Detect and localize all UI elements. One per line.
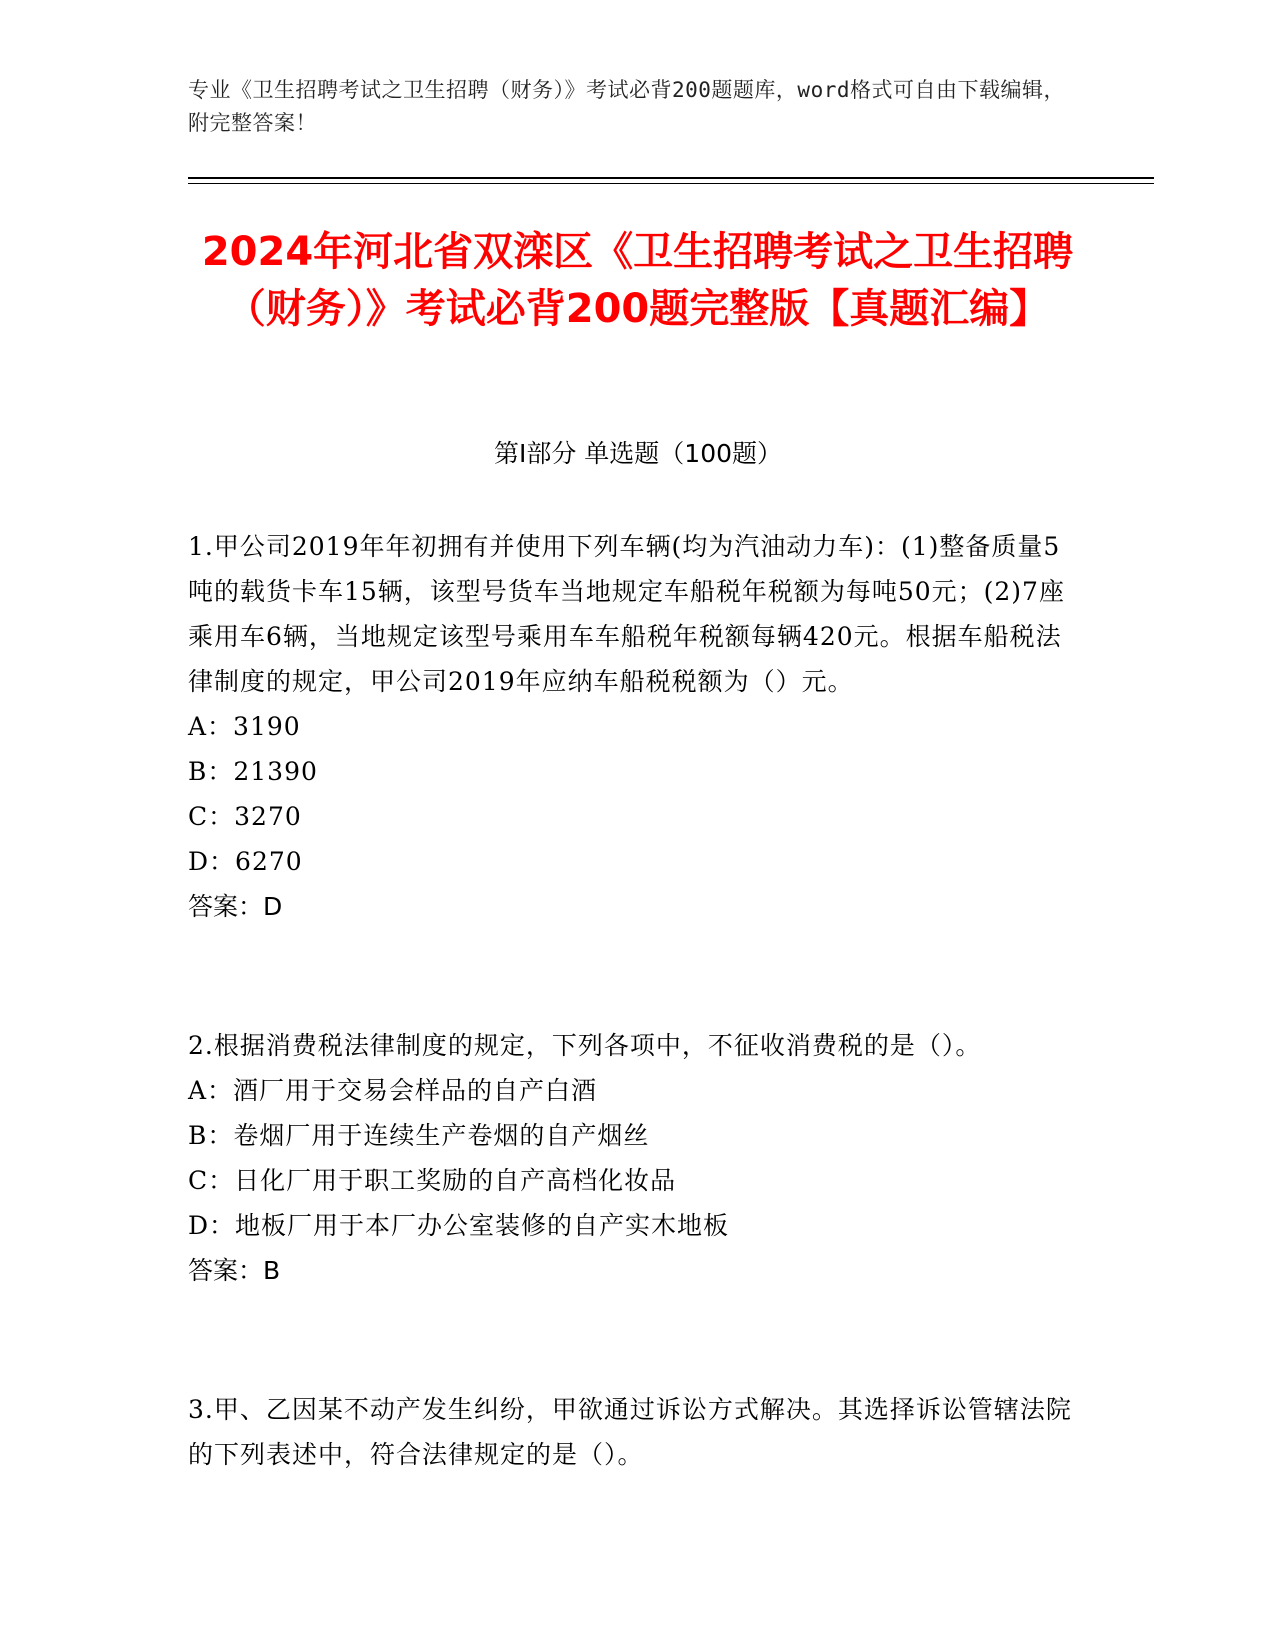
option-d: D：地板厂用于本厂办公室装修的自产实木地板 (188, 1211, 730, 1240)
option-c: C：3270 (188, 802, 302, 831)
option-a: A：3190 (188, 712, 301, 741)
section-title: 第Ⅰ部分 单选题（100题） (493, 439, 783, 468)
option-b: B：卷烟厂用于连续生产卷烟的自产烟丝 (188, 1121, 650, 1150)
question-stem: 1.甲公司2019年年初拥有并使用下列车辆(均为汽油动力车)：(1)整备质量5吨的载货卡车15辆，该型号货车当地规定车船税年税额为每吨50元；(2)7座乘用车6辆，当地规定该型号乘用车车船税年税额每辆420元。根据车船税法律制度的规定，甲公司2019年应纳车船税税额为（）元。 (188, 532, 1065, 696)
question-3 (188, 1387, 1078, 1477)
option-d: D：6270 (188, 847, 303, 876)
question-stem: 3.甲、乙因某不动产发生纠纷，甲欲通过诉讼方式解决。其选择诉讼管辖法院的下列表述中，符合法律规定的是（）。 (188, 1395, 1072, 1469)
option-b: B：21390 (188, 757, 318, 786)
question-2 (188, 1023, 1078, 1293)
answer: 答案：D (188, 892, 283, 921)
document-title: 2024年河北省双滦区《卫生招聘考试之卫生招聘（财务）》考试必背200题完整版【真题汇编】 (201, 229, 1074, 332)
option-c: C：日化厂用于职工奖励的自产高档化妆品 (188, 1166, 677, 1195)
question-1 (188, 524, 1078, 929)
option-a: A：酒厂用于交易会样品的自产白酒 (188, 1076, 598, 1105)
answer: 答案：B (188, 1256, 281, 1285)
header-divider-thin (188, 183, 1154, 184)
header-divider-thick (188, 177, 1154, 179)
question-stem: 2.根据消费税法律制度的规定，下列各项中，不征收消费税的是（）。 (188, 1031, 982, 1060)
header-note: 专业《卫生招聘考试之卫生招聘（财务）》考试必背200题题库，word格式可自由下载编辑，附完整答案！ (188, 78, 1065, 135)
